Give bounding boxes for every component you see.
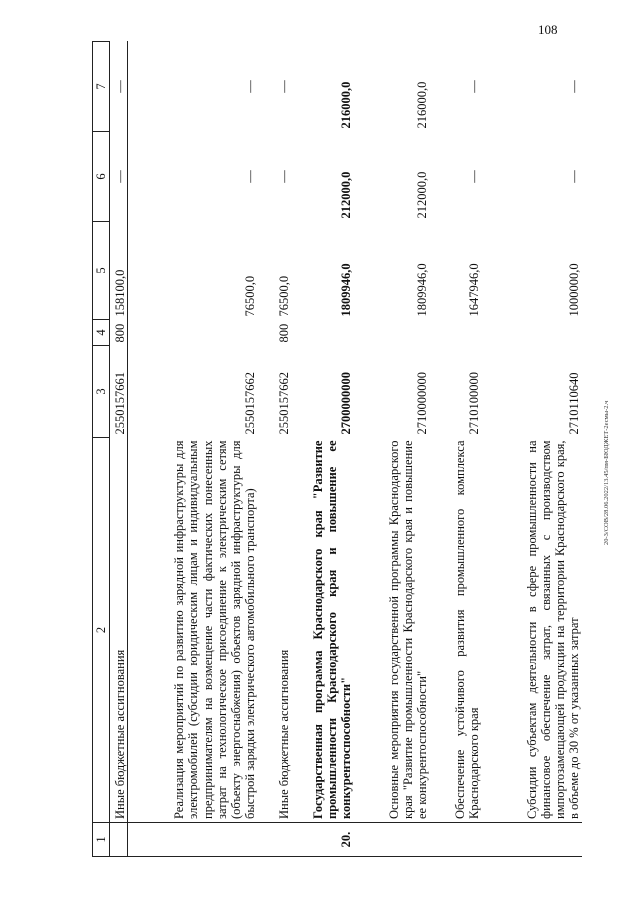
row-code: 2550157662 (243, 372, 258, 435)
row-name: Реализация мероприятий по развитию зарядной инфраструктуры для электромобилей (субсидии юридическим лицам и индивидуальным предпринимателям на возмещение части фактических понесенных затрат на технологическое присоединение к электрическим сетям (объекту энергоснабжения) объектов зарядной инфраструктуры для быстрой зарядки электрического автомобильного транспорта) (172, 440, 258, 819)
footer-text: 20-3/СОВ/28.06.2022/13.45/пм-БЮДЖЕТ-2есмы-2.ч (603, 400, 610, 545)
row-value-5: 76500,0 (277, 275, 292, 317)
row-type (482, 320, 582, 346)
row-value-6: — (467, 170, 482, 183)
row-number (110, 823, 128, 857)
row-type (430, 320, 482, 346)
column-header: 4 (93, 320, 110, 346)
table-row (354, 42, 430, 857)
row-value-5: 1809946,0 (415, 263, 430, 317)
row-value-5: 1000000,0 (567, 263, 582, 317)
row-number: 20. (292, 823, 354, 857)
row-number (258, 823, 292, 857)
row-code: 2710100000 (467, 372, 482, 435)
row-value-6: 212000,0 (415, 171, 430, 219)
row-value-7: — (567, 80, 582, 93)
row-name: Иные бюджетные ассигнования (110, 438, 128, 823)
row-value-6: — (567, 170, 582, 183)
row-code: 2710000000 (415, 372, 430, 435)
column-header: 6 (93, 132, 110, 222)
table-row (258, 42, 292, 857)
table-header-row (93, 42, 110, 857)
table-row (110, 42, 128, 857)
row-code: 2710110640 (567, 372, 582, 435)
row-code: 2700000000 (339, 372, 354, 435)
row-name: Государственная программа Краснодарского края "Развитие промышленности Краснодарского края и повышение ее конкурентоспособности" (310, 440, 354, 819)
column-header: 3 (93, 346, 110, 438)
row-value-7: 216000,0 (415, 81, 430, 129)
column-header: 2 (93, 438, 110, 823)
table-row (292, 42, 354, 857)
row-type (354, 320, 430, 346)
row-type: 800 (277, 323, 292, 343)
table-row (482, 42, 582, 857)
column-header: 5 (93, 222, 110, 320)
row-value-6: — (243, 170, 258, 183)
page-number: 108 (538, 22, 558, 37)
row-value-5: 76500,0 (243, 275, 258, 317)
row-value-7: — (467, 80, 482, 93)
row-value-6: — (110, 132, 128, 222)
budget-table (92, 41, 582, 857)
row-value-7: — (277, 80, 292, 93)
table-row (430, 42, 482, 857)
row-value-7: — (243, 80, 258, 93)
table-row (128, 42, 258, 857)
row-number (354, 823, 430, 857)
row-name: Иные бюджетные ассигнования (277, 649, 292, 819)
row-value-5: 1647946,0 (467, 263, 482, 317)
budget-table-rotated (92, 42, 612, 857)
row-name: Субсидии субъектам деятельности в сфере промышленности на финансовое обеспечение затрат, связанных с производством импортозамещающей продукции на территории Краснодарского края, в объеме до 30 % от указанных затрат (524, 440, 582, 819)
row-number (482, 823, 582, 857)
column-header: 7 (93, 42, 110, 132)
row-value-6: — (277, 170, 292, 183)
row-code: 2550157661 (110, 346, 128, 438)
row-value-7: 216000,0 (339, 81, 354, 129)
column-header: 1 (93, 823, 110, 857)
row-number (430, 823, 482, 857)
footer-stamp (603, 400, 613, 555)
row-name: Основные мероприятия государственной программы Краснодарского края "Развитие промышленности Краснодарского края и повышение ее конкурентоспособности" (386, 440, 430, 819)
row-name: Обеспечение устойчивого развития промышленного комплекса Краснодарского края (453, 440, 482, 819)
row-value-5: 1809946,0 (339, 263, 354, 317)
row-number (128, 823, 258, 857)
row-value-5: 158100,0 (110, 222, 128, 320)
row-code: 2550157662 (277, 372, 292, 435)
row-type (128, 320, 258, 346)
row-value-7: — (110, 42, 128, 132)
row-type (292, 320, 354, 346)
row-type: 800 (110, 320, 128, 346)
row-value-6: 212000,0 (339, 171, 354, 219)
